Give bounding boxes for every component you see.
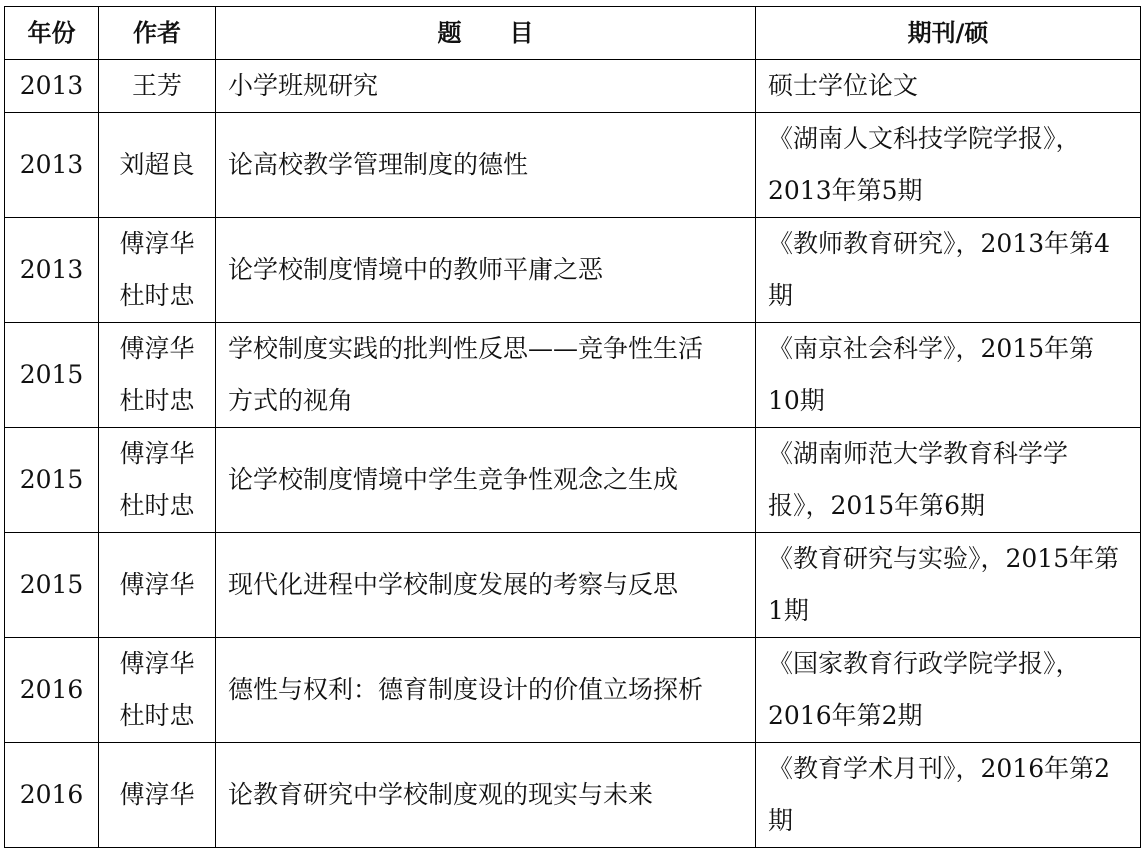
cell-year: 2015 xyxy=(5,533,99,638)
cell-journal: 《教育研究与实验》，2015年第 1期 xyxy=(756,533,1141,638)
publications-table xyxy=(4,6,1141,848)
cell-title: 论教育研究中学校制度观的现实与未来 xyxy=(216,743,756,848)
cell-title: 论高校教学管理制度的德性 xyxy=(216,113,756,218)
cell-year: 2013 xyxy=(5,218,99,323)
cell-author: 刘超良 xyxy=(99,113,216,218)
cell-author: 傅淳华 杜时忠 xyxy=(99,218,216,323)
table-row xyxy=(5,428,1141,533)
header-author: 作者 xyxy=(99,7,216,60)
cell-title: 小学班规研究 xyxy=(216,60,756,113)
cell-title: 论学校制度情境中的教师平庸之恶 xyxy=(216,218,756,323)
cell-author: 傅淳华 xyxy=(99,743,216,848)
cell-author: 傅淳华 xyxy=(99,533,216,638)
cell-author: 傅淳华 杜时忠 xyxy=(99,323,216,428)
cell-title: 论学校制度情境中学生竞争性观念之生成 xyxy=(216,428,756,533)
cell-title: 德性与权利：德育制度设计的价值立场探析 xyxy=(216,638,756,743)
table-row xyxy=(5,743,1141,848)
table-row xyxy=(5,533,1141,638)
header-title: 题 目 xyxy=(216,7,756,60)
table-row xyxy=(5,60,1141,113)
table-row xyxy=(5,638,1141,743)
cell-journal: 《湖南师范大学教育科学学 报》，2015年第6期 xyxy=(756,428,1141,533)
cell-journal: 《南京社会科学》，2015年第 10期 xyxy=(756,323,1141,428)
header-journal: 期刊/硕 xyxy=(756,7,1141,60)
cell-year: 2016 xyxy=(5,743,99,848)
cell-author: 王芳 xyxy=(99,60,216,113)
header-year: 年份 xyxy=(5,7,99,60)
cell-year: 2013 xyxy=(5,60,99,113)
cell-author: 傅淳华 杜时忠 xyxy=(99,638,216,743)
table-header-row xyxy=(5,7,1141,60)
cell-year: 2013 xyxy=(5,113,99,218)
cell-journal: 硕士学位论文 xyxy=(756,60,1141,113)
cell-year: 2015 xyxy=(5,428,99,533)
cell-journal: 《教育学术月刊》，2016年第2 期 xyxy=(756,743,1141,848)
cell-year: 2015 xyxy=(5,323,99,428)
cell-title: 学校制度实践的批判性反思——竞争性生活 方式的视角 xyxy=(216,323,756,428)
cell-journal: 《湖南人文科技学院学报》， 2013年第5期 xyxy=(756,113,1141,218)
table-row xyxy=(5,323,1141,428)
cell-author: 傅淳华 杜时忠 xyxy=(99,428,216,533)
table-row xyxy=(5,218,1141,323)
cell-year: 2016 xyxy=(5,638,99,743)
cell-journal: 《国家教育行政学院学报》， 2016年第2期 xyxy=(756,638,1141,743)
cell-journal: 《教师教育研究》，2013年第4 期 xyxy=(756,218,1141,323)
cell-title: 现代化进程中学校制度发展的考察与反思 xyxy=(216,533,756,638)
table-row xyxy=(5,113,1141,218)
